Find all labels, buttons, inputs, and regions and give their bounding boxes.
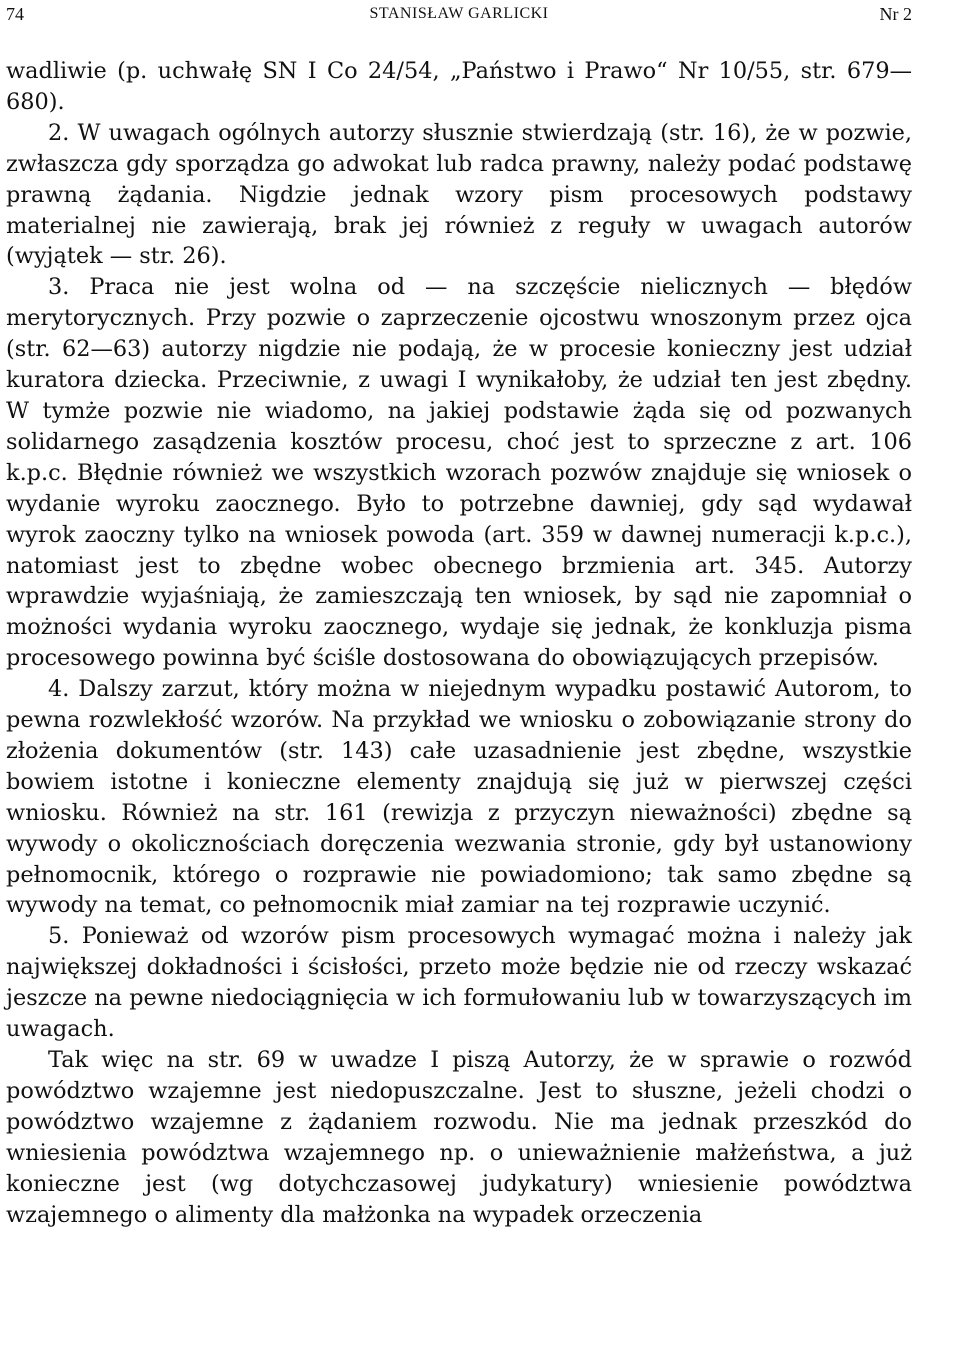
paragraph-point-3: 3. Praca nie jest wolna od — na szczęście nielicznych — błędów merytorycznych. Przy pozwie o zaprzeczenie ojcostwu wnoszonym przez ojca (str. 62—63) autorzy nigdzie nie podają, że w procesie konieczny jest udział kuratora dziecka. Przeciwnie, z uwagi I wynikałoby, że udział ten jest zbędny. W tymże pozwie nie wiadomo, na jakiej podstawie żąda się od pozwanych solidarnego zasądzenia kosztów procesu, choć jest to sprzeczne z art. 106 k.p.c. Błędnie również we wszystkich wzorach pozwów znajduje się wniosek o wydanie wyroku zaocznego. Było to potrzebne dawniej, gdy sąd wydawał wyrok zaoczny tylko na wniosek powoda (art. 359 w dawnej numeracji k.p.c.), natomiast jest to zbędne wobec obecnego brzmienia art. 345. Autorzy wprawdzie wyjaśniają, że zamieszczają ten wniosek, by sąd nie zapomniał o możności wydania wyroku zaocznego, wydaje się jednak, że konkluzja pisma procesowego powinna być ściśle dostosowana do obowiązujących przepisów. <box>6 274 912 672</box>
paragraph-example: Tak więc na str. 69 w uwadze I piszą Autorzy, że w sprawie o rozwód powództwo wzajemne jest niedopuszczalne. Jest to słuszne, jeżeli chodzi o powództwo wzajemne z żądaniem rozwodu. Nie ma jednak przeszkód do wniesienia powództwa wzajemnego np. o unieważnienie małżeństwa, a już konieczne jest (wg dotychczasowej judykatury) wniesienie powództwa wzajemnego o alimenty dla małżonka na wypadek orzeczenia <box>6 1047 912 1228</box>
paragraph-point-5: 5. Ponieważ od wzorów pism procesowych wymagać można i należy jak największej dokładności i ścisłości, przeto może będzie nie od rzeczy wskazać jeszcze na pewne niedociągnięcia w ich formułowaniu lub w towarzyszących im uwagach. <box>6 923 912 1043</box>
running-title: STANISŁAW GARLICKI <box>369 5 549 22</box>
paragraph-point-4: 4. Dalszy zarzut, który można w niejednym wypadku postawić Autorom, to pewna rozwlekłość wzorów. Na przykład we wniosku o zobowiązanie strony do złożenia dokumentów (str. 143) całe uzasadnienie jest zbędne, wszystkie bowiem istotne i konieczne elementy znajdują się już w pierwszej części wniosku. Również na str. 161 (rewizja z przyczyn nieważności) zbędne są wywody o okolicznościach doręczenia wezwania stronie, gdy był ustanowiony pełnomocnik, którego o rozprawie nie powiadomiono; tak samo zbędne są wywody na temat, co pełnomocnik miał zamiar na tej rozprawie uczynić. <box>6 676 912 919</box>
page-number: 74 <box>6 4 24 24</box>
body-text <box>6 56 912 1230</box>
running-header <box>6 4 912 28</box>
paragraph-continuation: wadliwie (p. uchwałę SN I Co 24/54, „Państwo i Prawo“ Nr 10/55, str. 679—680). <box>6 58 912 115</box>
paragraph-point-2: 2. W uwagach ogólnych autorzy słusznie stwierdzają (str. 16), że w pozwie, zwłaszcza gdy sporządza go adwokat lub radca prawny, należy podać podstawę prawną żądania. Nigdzie jednak wzory pism procesowych podstawy materialnej nie zawierają, brak jej również z reguły w uwagach autorów (wyjątek — str. 26). <box>6 119 912 270</box>
issue-number: Nr 2 <box>879 4 912 24</box>
